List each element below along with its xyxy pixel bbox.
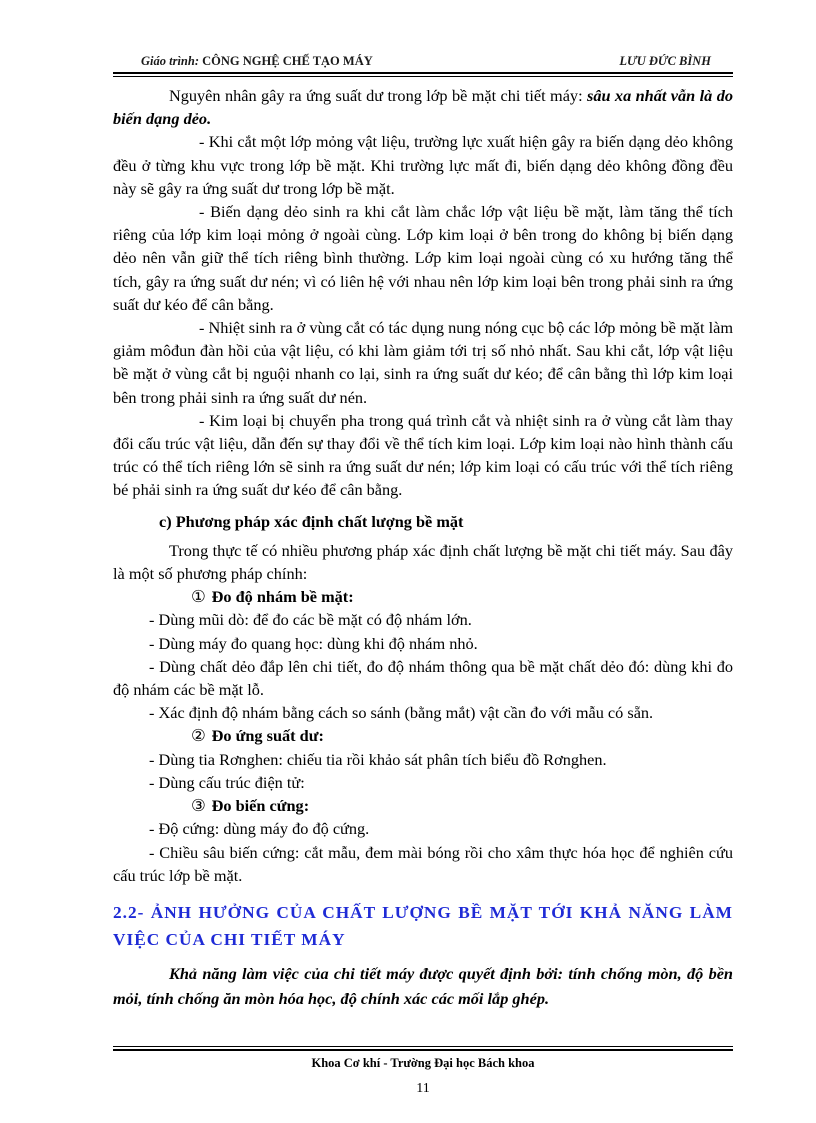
- header-course-prefix: Giáo trình:: [141, 54, 200, 68]
- section-2-2-summary: Khả năng làm việc của chi tiết máy được quyết định bởi: tính chống mòn, độ bền mỏi, tính chống ăn mòn hóa học, độ chính xác các mối lắp ghép.: [113, 963, 733, 1008]
- method-item: - Dùng máy đo quang học: dùng khi độ nhám nhỏ.: [149, 633, 478, 653]
- header-rule-thick: [113, 72, 733, 74]
- footer-rule-thin: [113, 1046, 733, 1047]
- method-heading-hardening: [113, 794, 733, 817]
- method-item: - Dùng tia Rơnghen: chiếu tia rồi khảo sát phân tích biểu đồ Rơnghen.: [149, 749, 607, 769]
- header-course: [141, 54, 373, 69]
- page-header: [113, 54, 733, 70]
- intro-paragraph: [113, 84, 733, 130]
- circled-one-marker: ①: [191, 587, 206, 607]
- method-item: - Dùng mũi dò: để đo các bề mặt có độ nhám lớn.: [149, 610, 472, 630]
- page-content: [113, 84, 733, 1011]
- section-2-2-heading: 2.2- ẢNH HƯỞNG CỦA CHẤT LƯỢNG BỀ MẶT TỚI KHẢ NĂNG LÀM VIỆC CỦA CHI TIẾT MÁY: [113, 902, 733, 949]
- method-item: - Xác định độ nhám bằng cách so sánh (bằng mắt) vật cần đo với mẫu có sẵn.: [149, 703, 654, 723]
- method-item: - Chiều sâu biến cứng: cắt mẫu, đem mài bóng rồi cho xâm thực hóa học để nghiên cứu cấu trúc lớp bề mặt.: [113, 842, 733, 885]
- intro-text: Nguyên nhân gây ra ứng suất dư trong lớp bề mặt chi tiết máy:: [169, 86, 583, 105]
- method-title: Đo độ nhám bề mặt:: [211, 587, 354, 607]
- method-item: - Dùng chất dẻo đắp lên chi tiết, đo độ nhám thông qua bề mặt chất dẻo đó: dùng khi đo độ nhám các bề mặt lỗ.: [113, 656, 733, 700]
- section-c-title: c) Phương pháp xác định chất lượng bề mặt: [159, 511, 464, 531]
- cause-paragraph: - Nhiệt sinh ra ở vùng cắt có tác dụng nung nóng cục bộ các lớp mỏng bề mặt làm giảm môđun đàn hồi của vật liệu, có khi làm giảm tới trị số nhỏ nhất. Sau khi cắt, lớp vật liệu bề mặt ở vùng cắt bị nguội nhanh co lại, sinh ra ứng suất dư kéo; để cân bằng thì lớp kim loại bên trong phải sinh ra ứng suất dư nén.: [113, 318, 734, 407]
- footer-rule-thick: [113, 1049, 733, 1051]
- footer-institution: Khoa Cơ khí - Trường Đại học Bách khoa: [311, 1056, 535, 1070]
- page-number: 11: [416, 1081, 430, 1096]
- method-title: Đo ứng suất dư:: [211, 726, 324, 746]
- method-item: - Dùng cấu trúc điện tử:: [149, 772, 305, 792]
- method-heading-roughness: [113, 585, 733, 608]
- method-title: Đo biến cứng:: [211, 796, 310, 816]
- method-heading-residual-stress: [113, 724, 733, 747]
- circled-two-marker: ②: [191, 726, 206, 746]
- method-item: - Độ cứng: dùng máy đo độ cứng.: [149, 819, 370, 839]
- intro-emphasis: sâu xa nhất vẫn là do biến dạng dẻo.: [113, 86, 733, 129]
- header-author: LƯU ĐỨC BÌNH: [619, 54, 711, 68]
- cause-paragraph: - Biến dạng dẻo sinh ra khi cắt làm chắc lớp vật liệu bề mặt, làm tăng thể tích riêng của lớp kim loại mỏng ở ngoài cùng. Lớp kim loại ở bên trong do không bị biến dạng dẻo nên vẫn giữ thể tích riêng bình thường. Lớp kim loại ngoài cùng có xu hướng tăng thể tích, gây ra ứng suất dư nén; vì có liên hệ với nhau nên lớp kim loại bên trong phải sinh ra ứng suất dư kéo để cân bằng.: [113, 202, 733, 314]
- header-rule-thin: [113, 76, 733, 77]
- header-course-title: CÔNG NGHỆ CHẾ TẠO MÁY: [202, 54, 373, 68]
- cause-paragraph: - Kim loại bị chuyển pha trong quá trình cắt và nhiệt sinh ra ở vùng cắt làm thay đổi cấu trúc vật liệu, dẫn đến sự thay đổi về thể tích kim loại. Lớp kim loại nào hình thành cấu trúc có thể tích riêng lớn sẽ sinh ra ứng suất dư nén; lớp kim loại có cấu trúc với thể tích riêng bé phải sinh ra ứng suất dư kéo để cân bằng.: [113, 410, 733, 500]
- cause-paragraph: - Khi cắt một lớp mỏng vật liệu, trường lực xuất hiện gây ra biến dạng dẻo không đều ở từng khu vực trong lớp bề mặt. Khi trường lực mất đi, biến dạng dẻo không đồng đều này sẽ gây ra ứng suất dư trong lớp bề mặt.: [113, 132, 733, 198]
- section-c-intro: Trong thực tế có nhiều phương pháp xác định chất lượng bề mặt chi tiết máy. Sau đây là một số phương pháp chính:: [113, 540, 733, 584]
- circled-three-marker: ③: [191, 796, 206, 816]
